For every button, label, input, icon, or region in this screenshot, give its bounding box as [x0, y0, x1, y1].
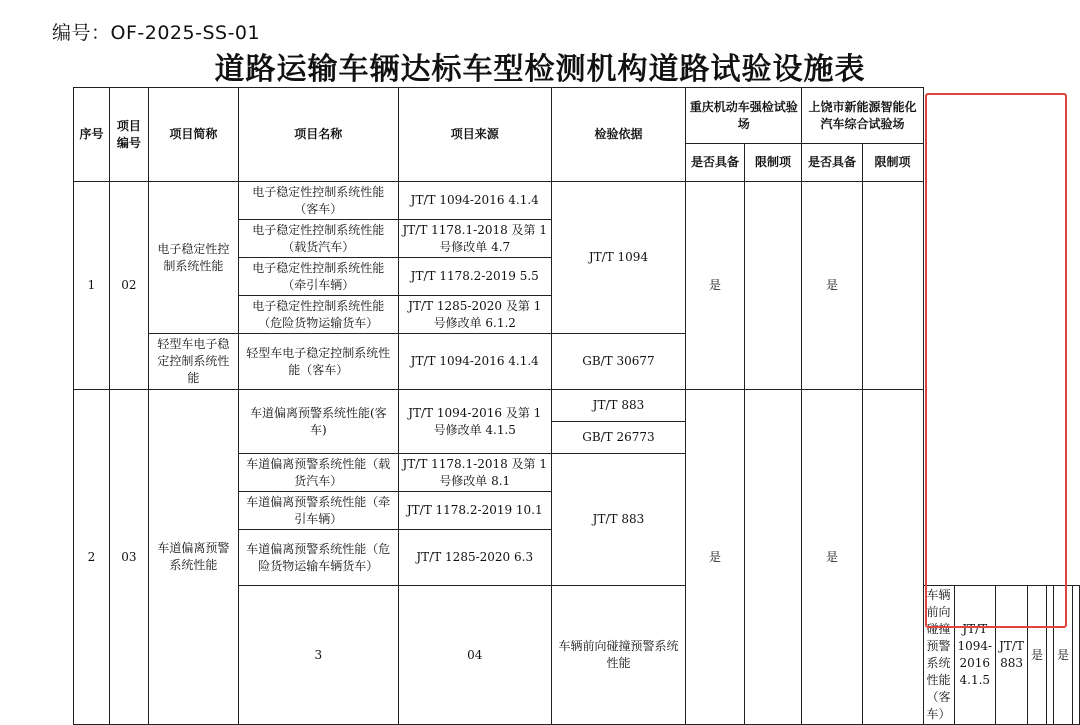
header-site1-limit: 限制项 [744, 144, 802, 182]
name-cell: 车辆前向碰撞预警系统性能（客车） [923, 586, 954, 725]
name-cell: 车道偏离预警系统性能（载货汽车） [238, 454, 398, 492]
header-short-name: 项目简称 [148, 88, 238, 182]
header-source: 项目来源 [398, 88, 551, 182]
source-cell: JT/T 1094-2016 4.1.5 [954, 586, 996, 725]
page-title: 道路运输车辆达标车型检测机构道路试验设施表 [214, 52, 866, 87]
header-name: 项目名称 [238, 88, 398, 182]
header-site-shangrao: 上饶市新能源智能化汽车综合试验场 [802, 88, 923, 144]
header-basis: 检验依据 [551, 88, 686, 182]
header-seq: 序号 [74, 88, 110, 182]
name-cell: 车道偏离预警系统性能(客车) [238, 390, 398, 454]
source-cell: JT/T 1094-2016 及第 1 号修改单 4.1.5 [398, 390, 551, 454]
code-cell: 03 [109, 390, 148, 725]
basis-cell: JT/T 883 [551, 390, 686, 422]
source-cell: JT/T 1094-2016 4.1.4 [398, 182, 551, 220]
site1-has-cell: 是 [1027, 586, 1046, 725]
seq-cell: 1 [74, 182, 110, 390]
short-name-cell: 轻型车电子稳定控制系统性能 [148, 334, 238, 390]
name-cell: 电子稳定性控制系统性能（危险货物运输货车） [238, 296, 398, 334]
basis-cell: GB/T 26773 [551, 422, 686, 454]
source-cell: JT/T 1178.1-2018 及第 1 号修改单 4.7 [398, 220, 551, 258]
header-code: 项目编号 [109, 88, 148, 182]
source-cell: JT/T 1285-2020 及第 1 号修改单 6.1.2 [398, 296, 551, 334]
basis-cell: GB/T 30677 [551, 334, 686, 390]
name-cell: 车道偏离预警系统性能（牵引车辆） [238, 492, 398, 530]
short-name-cell: 车道偏离预警系统性能 [148, 390, 238, 725]
short-name-cell: 车辆前向碰撞预警系统性能 [551, 586, 686, 725]
site2-has-cell: 是 [802, 390, 862, 725]
name-cell: 电子稳定性控制系统性能（客车） [238, 182, 398, 220]
code-cell: 02 [109, 182, 148, 390]
name-cell: 轻型车电子稳定控制系统性能（客车） [238, 334, 398, 390]
source-cell: JT/T 1094-2016 4.1.4 [398, 334, 551, 390]
site1-has-cell: 是 [686, 390, 744, 725]
document-number: 编号：OF-2025-SS-01 [52, 22, 261, 44]
site1-limit-cell [744, 390, 802, 725]
header-site-chongqing: 重庆机动车强检试验场 [686, 88, 802, 144]
site2-limit-cell [862, 182, 923, 390]
site1-limit-cell [744, 182, 802, 390]
name-cell: 车道偏离预警系统性能（危险货物运输车辆货车） [238, 530, 398, 586]
seq-cell: 2 [74, 390, 110, 725]
code-cell: 04 [398, 586, 551, 725]
source-cell: JT/T 1285-2020 6.3 [398, 530, 551, 586]
source-cell: JT/T 1178.2-2019 5.5 [398, 258, 551, 296]
site2-has-cell: 是 [802, 182, 862, 390]
source-cell: JT/T 1178.2-2019 10.1 [398, 492, 551, 530]
source-cell: JT/T 1178.1-2018 及第 1 号修改单 8.1 [398, 454, 551, 492]
basis-cell: JT/T 883 [551, 454, 686, 586]
basis-cell: JT/T 1094 [551, 182, 686, 334]
header-site2-has: 是否具备 [802, 144, 862, 182]
header-site2-limit: 限制项 [862, 144, 923, 182]
seq-cell: 3 [238, 586, 398, 725]
header-site1-has: 是否具备 [686, 144, 744, 182]
site2-limit-cell [1073, 586, 1080, 725]
name-cell: 电子稳定性控制系统性能（载货汽车） [238, 220, 398, 258]
highlight-box [925, 93, 1067, 628]
site2-limit-cell [862, 390, 923, 725]
name-cell: 电子稳定性控制系统性能（牵引车辆） [238, 258, 398, 296]
short-name-cell: 电子稳定性控制系统性能 [148, 182, 238, 334]
site1-has-cell: 是 [686, 182, 744, 390]
basis-cell: JT/T 883 [996, 586, 1028, 725]
site2-has-cell: 是 [1053, 586, 1072, 725]
